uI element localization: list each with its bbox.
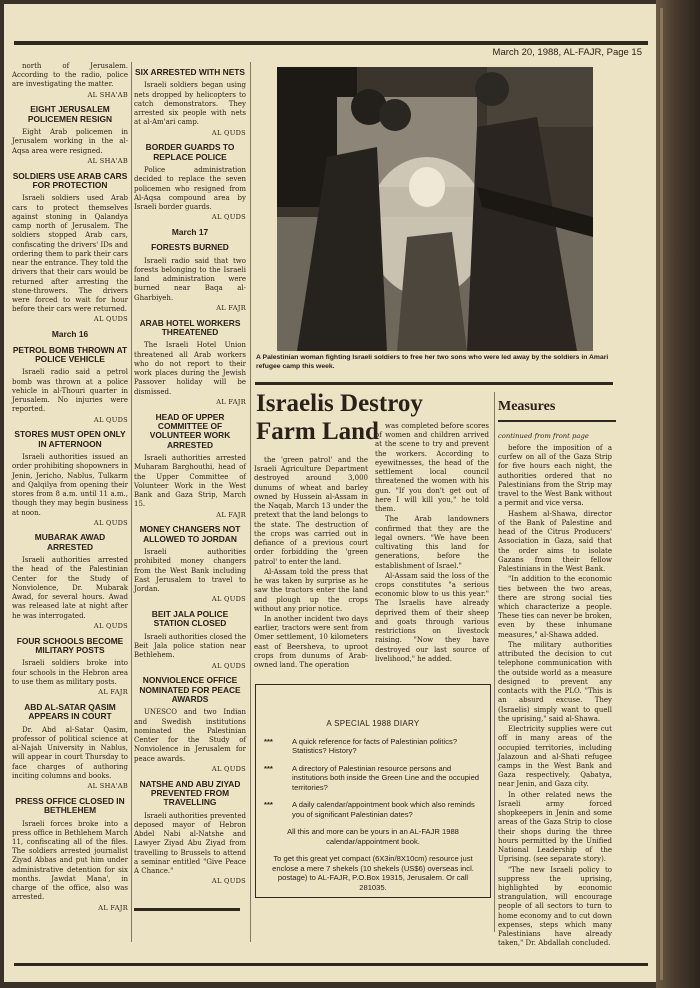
brief-source: AL QUDS bbox=[211, 595, 246, 604]
brief-source: AL QUDS bbox=[211, 764, 246, 773]
brief-body: Police administration decided to replace the seven policemen who resigned from Al-Aqsa compound area by Israeli border guards. bbox=[134, 166, 246, 212]
article-paragraph: Electricity supplies were cut off in many areas of the occupied territories, including Jalazoun and al-Shati refugee camps in the West Bank and Gaza respectively, Qabatya, near Jenin, and Gaza city. bbox=[498, 725, 612, 789]
date-kicker: March 17 bbox=[171, 226, 209, 237]
photo-caption: A Palestinian woman fighting Israeli soldiers to free her two sons who were led away by the soldiers in Amari refugee camp this week. bbox=[256, 354, 609, 370]
brief-source: AL QUDS bbox=[93, 315, 128, 324]
brief-source: AL QUDS bbox=[211, 128, 246, 137]
brief-body: UNESCO and two Indian and Swedish institutions nominated the Palestinian Center for the Study of Nonviolence in Jerusalem for peace awards. bbox=[134, 708, 246, 763]
news-photo bbox=[277, 67, 593, 351]
brief-headline: BEIT JALA POLICE STATION CLOSED bbox=[151, 609, 229, 629]
brief-headline: EIGHT JERUSALEM POLICEMEN RESIGN bbox=[27, 104, 113, 124]
brief-body: Israeli soldiers broke into four schools in the Hebron area to use them as military posts. bbox=[12, 659, 128, 686]
brief-headline: FOUR SCHOOLS BECOME MILITARY POSTS bbox=[16, 635, 124, 655]
brief-headline: MUBARAK AWAD ARRESTED bbox=[34, 532, 106, 552]
article-paragraph: In other related news the Israeli army forced shopkeepers in Jenin and some areas of the Gaza Strip to close their shops during the three hours permitted by the Unified National Leadership of the Uprising. (see separate story). bbox=[498, 790, 612, 864]
star-bullet: *** bbox=[264, 800, 273, 810]
briefs-column-2 bbox=[134, 62, 246, 891]
brief-body: north of Jerusalem. According to the radio, police are investigating the matter. bbox=[12, 62, 128, 89]
brief-source: AL QUDS bbox=[93, 518, 128, 527]
briefs-column-1 bbox=[12, 62, 128, 917]
bottom-rule bbox=[14, 963, 648, 966]
brief-body: Israeli soldiers began using nets dropped by helicopters to catch demonstrators. They arrested six people with nets at al-Am'ari camp. bbox=[134, 81, 246, 127]
brief-body: Israeli radio said that two forests belonging to the Israeli land administration were burned near Baqa al-Gharbiyeh. bbox=[134, 256, 246, 302]
brief-body: Israeli authorities issued an order prohibiting shopowners in Jenin, Jericho, Nablus, Tulkarm and Qalqilya from opening their stores from 8 a.m. until 11 a.m., though they may begin business at noon. bbox=[12, 453, 128, 517]
ad-offer: All this and more can be yours in an AL-FAJR 1988 calendar/appointment book. bbox=[287, 827, 459, 846]
brief-body: The Israeli Hotel Union threatened all Arab workers who do not report to their work places during the Jewish Passover holiday will be dismissed. bbox=[134, 341, 246, 396]
brief-headline: PRESS OFFICE CLOSED IN BETHLEHEM bbox=[15, 795, 125, 816]
diary-advertisement bbox=[255, 684, 491, 898]
ad-order-info: To get this great yet compact (6X3in/8X10cm) resource just enclose a mere 7 shekels (10 shekels (US$6) overseas incl. postage) to AL-FAJR, P.O.Box 19315, Jerusalem. Or call 281035. bbox=[272, 854, 474, 892]
ad-item-text: A quick reference for facts of Palestinian politics? Statistics? History? bbox=[292, 737, 458, 756]
ad-item bbox=[264, 800, 482, 819]
continued-note: continued from front page bbox=[498, 432, 589, 440]
brief-body: Israeli authorities arrested the head of the Palestinian Center for the Study of Nonviolence, Dr. Mubarak Awad, for several hours. Awad was released late at night after he was interrogated. bbox=[12, 556, 128, 620]
feature-headline: Israelis Destroy Farm Land bbox=[256, 390, 423, 445]
brief-headline: SOLDIERS USE ARAB CARS FOR PROTECTION bbox=[12, 170, 128, 191]
article-paragraph: Hashem al-Shawa, director of the Bank of Palestine and head of the Citrus Producers' Association in Gaza, said that the order aims to isolate Gazans from their fellow Palestinians in the West Bank. bbox=[498, 509, 612, 574]
brief-body: Israeli radio said a petrol bomb was thrown at a police vehicle in al-Thouri quarter in Jerusalem. No injuries were reported. bbox=[12, 368, 128, 414]
brief-body: Israeli authorities prevented deposed mayor of Hebron Abdel Nabi al-Natshe and Lawyer Ziyad Abu Ziyad from travelling to Brussels to attend a seminar entitled "Give Peace A Chance." bbox=[134, 811, 246, 876]
brief-body: Eight Arab policemen in Jerusalem working in the al-Aqsa area were resigned. bbox=[12, 128, 128, 155]
article-paragraph: before the imposition of a curfew on all of the Gaza Strip for five hours each night, the authorities ordered that no Palestinians from the Strip may travel to the West Bank without a permit and vice versa. bbox=[498, 444, 612, 508]
feature-column-1 bbox=[254, 456, 368, 671]
article-paragraph: was completed before scores of women and children arrived at the scene to try and prevent the workers. According to eyewitnesses, the head of the settlement local council threatened the women with his gun. "If you don't get out of here I will kill you," he told them. bbox=[375, 422, 489, 514]
measures-title: Measures bbox=[498, 399, 556, 414]
brief-source: AL QUDS bbox=[211, 877, 246, 886]
brief-headline: FORESTS BURNED bbox=[151, 242, 229, 253]
article-paragraph: Al-Assam told the press that he was taken by surprise as he saw the tractors enter the land and plough up the crops without any prior notice. bbox=[254, 567, 368, 613]
column-rule bbox=[494, 392, 495, 932]
brief-headline: PETROL BOMB THROWN AT POLICE VEHICLE bbox=[12, 344, 128, 364]
brief-source: AL SHA'AB bbox=[87, 782, 128, 791]
brief-body: Dr. Abd al-Satar Qasim, professor of political science at al-Najah University in Nablus, will appear in court Thursday to face charges of authoring inciting columns and books. bbox=[12, 725, 128, 780]
article-paragraph: The military authorities attributed the decision to cut telephone communication with the outside world as a measure designed to prevent any contacts with the PLO. "This is an absurd excuse. They (Israelis) simply want to quell the uprising," said al-Shawa. bbox=[498, 640, 612, 723]
brief-headline: NATSHE AND ABU ZIYAD PREVENTED FROM TRAVELLING bbox=[139, 778, 241, 808]
measures-column bbox=[498, 444, 612, 950]
photo-image bbox=[277, 67, 593, 351]
newspaper-page bbox=[4, 4, 656, 982]
column-rule bbox=[131, 62, 132, 942]
article-paragraph: Al-Assam said the loss of the crops constitutes "a serious economic blow to us this year." The Israelis have already deprived them of their sheep and goats through various restrictions on livestock raising. "Now they have destroyed our last source of livelihood," he added. bbox=[375, 571, 489, 663]
brief-source: AL FAJR bbox=[98, 688, 128, 697]
column-rule bbox=[250, 62, 251, 942]
brief-body: Israeli authorities prohibited money changers from the West Bank including East Jerusalem to travel to Jordan. bbox=[134, 548, 246, 594]
measures-rule bbox=[498, 420, 616, 422]
brief-headline: NONVIOLENCE OFFICE NOMINATED FOR PEACE AWARDS bbox=[139, 675, 241, 705]
article-paragraph: "In addition to the economic ties between the two areas, there are strong social ties which characterize a people. These ties can never be broken, even by these inhumane measures," al-Shawa added. bbox=[498, 575, 612, 639]
binding-spine bbox=[656, 0, 700, 988]
ad-item-text: A daily calendar/appointment book which also reminds you of significant Palestinian dates? bbox=[292, 800, 475, 819]
brief-body: Israeli soldiers used Arab cars to protect themselves against stoning in Qalandya camp north of Jerusalem. The soldiers stopped Arab cars, confiscating the drivers' IDs and ordering them to park their cars near the entrance. They told the drivers that their cars would be returned after arresting the stone-throwers. The drivers were forced to wait for hour before their cars were returned. bbox=[12, 194, 128, 314]
feature-column-2 bbox=[375, 422, 489, 665]
brief-body: Israeli authorities arrested Muharam Barghouthi, head of the Upper Committee of Volunteer Work in the West Bank and Gaza Strip, March 15. bbox=[134, 454, 246, 509]
ad-item bbox=[264, 764, 482, 792]
ad-title: A SPECIAL 1988 DIARY bbox=[326, 719, 420, 728]
brief-headline: ARAB HOTEL WORKERS THREATENED bbox=[139, 317, 241, 338]
brief-headline: MONEY CHANGERS NOT ALLOWED TO JORDAN bbox=[139, 524, 241, 544]
article-paragraph: The Arab landowners confirmed that they are the legal owners. "We have been cultivating this land for generations, before the establishment of Israel." bbox=[375, 515, 489, 570]
article-paragraph: In another incident two days earlier, tractors were sent from Omer settlement, 10 kilometers east of Beersheva, to uproot crops from dunums of Arab-owned land. The operation bbox=[254, 614, 368, 670]
brief-source: AL QUDS bbox=[93, 415, 128, 424]
caption-rule bbox=[255, 382, 613, 385]
article-paragraph: the 'green patrol' and the Israeli Agriculture Department destroyed around 3,000 dunums of wheat and barley owned by Hussein al-Assam in the Naqab, March 13 under the pretext that the land belongs to the state. The destruction of the crops was carried out in defiance of a previous court order forbidding the 'green patrol' to enter the land. bbox=[254, 456, 368, 566]
star-bullet: *** bbox=[264, 763, 273, 773]
brief-source: AL FAJR bbox=[216, 510, 246, 519]
dateline: March 20, 1988, AL-FAJR, Page 15 bbox=[492, 47, 642, 58]
article-paragraph: "The new Israeli policy to suppress the uprising, highlighted by economic strangulation, will encourage people of all sectors to turn to home economy and to cut down expenses, steps which many Palestinians have already taken," Dr. Abdallah concluded. bbox=[498, 865, 612, 948]
star-bullet: *** bbox=[264, 737, 273, 746]
brief-headline: HEAD OF UPPER COMMITTEE OF VOLUNTEER WORK ARRESTED bbox=[149, 411, 231, 450]
brief-headline: SIX ARRESTED WITH NETS bbox=[135, 67, 245, 77]
ad-item-text: A directory of Palestinian resource persons and institutions both inside the Green Line and the occupied territories? bbox=[292, 763, 480, 792]
brief-source: AL FAJR bbox=[216, 397, 246, 406]
brief-source: AL QUDS bbox=[93, 621, 128, 630]
brief-source: AL SHA'AB bbox=[87, 156, 128, 165]
brief-source: AL FAJR bbox=[98, 903, 128, 912]
brief-source: AL FAJR bbox=[216, 303, 246, 312]
brief-headline: BORDER GUARDS TO REPLACE POLICE bbox=[145, 142, 235, 162]
column-end-rule bbox=[134, 908, 240, 911]
brief-source: AL SHA'AB bbox=[87, 90, 128, 99]
ad-item bbox=[264, 737, 482, 756]
brief-headline: ABD AL-SATAR QASIM APPEARS IN COURT bbox=[24, 701, 116, 722]
brief-headline: STORES MUST OPEN ONLY IN AFTERNOON bbox=[14, 429, 126, 449]
brief-source: AL QUDS bbox=[211, 661, 246, 670]
brief-source: AL QUDS bbox=[211, 213, 246, 222]
top-rule bbox=[14, 41, 648, 45]
brief-body: Israeli forces broke into a press office in Bethlehem March 11, confiscating all of the files. The soldiers arrested journalist Ziyad Abbas and put him under administrative detention for six months. Jawdat Mana', in charge of the office, also was arrested. bbox=[12, 819, 128, 902]
brief-body: Israeli authorities closed the Beit Jala police station near Bethlehem. bbox=[134, 632, 246, 660]
date-kicker: March 16 bbox=[51, 329, 89, 340]
